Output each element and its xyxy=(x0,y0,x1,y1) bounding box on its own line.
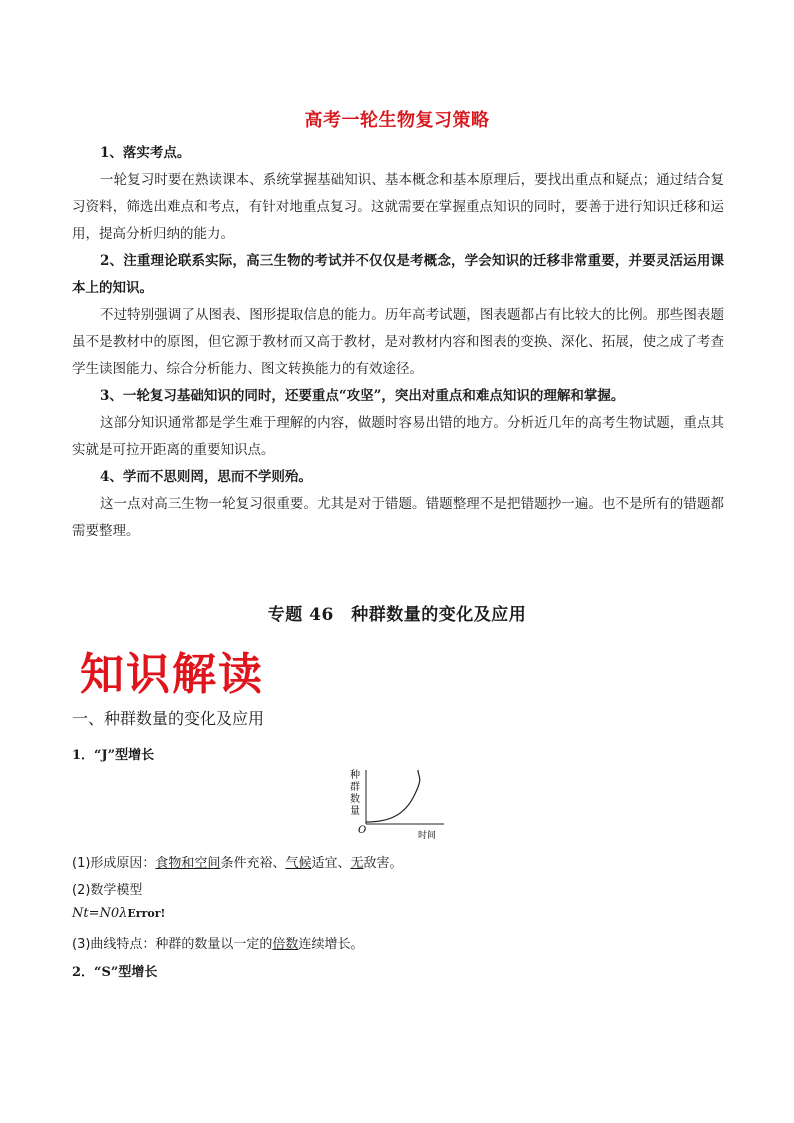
graph-y-label-4: 量 xyxy=(350,806,360,817)
strategy-item-2-heading: 2、注重理论联系实际，高三生物的考试并不仅仅是考概念，学会知识的迁移非常重要，并要灵活运用课本上的知识。 xyxy=(72,253,724,296)
section-heading: 一、种群数量的变化及应用 xyxy=(72,709,265,728)
s-growth-heading: 2．“S”型增长 xyxy=(72,965,158,980)
graph-y-label-3: 数 xyxy=(350,794,360,805)
j-formula: Nt=N0λ xyxy=(72,906,128,921)
strategy-item-2-text: 不过特别强调了从图表、图形提取信息的能力。历年高考试题，图表题都占有比较大的比例。那些图表题虽不是教材中的原图，但它源于教材而又高于教材，是对教材内容和图表的变换、深化、拓展，使之成了考查学生读图能力、综合分析能力、图文转换能力的有效途径。 xyxy=(72,307,724,377)
j-cause-no: 无 xyxy=(350,856,364,871)
j-cause-prefix: (1)形成原因： xyxy=(72,856,156,871)
graph-y-label-1: 种 xyxy=(350,770,360,781)
j-cause-line xyxy=(72,852,403,871)
strategy-item-4-text: 这一点对高三生物一轮复习很重要。尤其是对于错题。错题整理不是把错题抄一遍。也不是所有的错题都需要整理。 xyxy=(72,496,724,539)
j-cause-food-space: 食物和空间 xyxy=(155,856,221,871)
graph-y-label-2: 群 xyxy=(350,782,360,793)
strategy-item-3-text: 这部分知识通常都是学生难于理解的内容，做题时容易出错的地方。分析近几年的高考生物试题，重点其实就是可拉开距离的重要知识点。 xyxy=(72,415,724,458)
j-feature-multiple: 倍数 xyxy=(272,937,299,952)
strategy-item-3-heading: 3、一轮复习基础知识的同时，还要重点“攻坚”，突出对重点和难点知识的理解和掌握。 xyxy=(100,388,625,404)
j-curve-graph xyxy=(348,766,448,842)
strategy-item-1-text: 一轮复习时要在熟读课本、系统掌握基础知识、基本概念和基本原理后，要找出重点和疑点；通过结合复习资料，筛选出难点和考点，有针对地重点复习。这就需要在掌握重点知识的同时，要善于进行知识迁移和运用，提高分析归纳的能力。 xyxy=(72,172,724,242)
j-cause-climate: 气候 xyxy=(285,856,312,871)
graph-x-label: 时间 xyxy=(418,831,437,841)
strategy-title: 高考一轮生物复习策略 xyxy=(304,110,490,131)
strategy-item-1-heading: 1、落实考点。 xyxy=(100,145,191,161)
j-formula-error: Error! xyxy=(127,907,166,920)
j-cause-mid: 条件充裕、 xyxy=(220,856,286,871)
graph-origin-label: O xyxy=(358,825,367,836)
strategy-item-4-heading: 4、学而不思则罔，思而不学则殆。 xyxy=(100,469,312,485)
j-model-line: (2)数学模型 xyxy=(72,883,143,898)
j-growth-heading: 1．“J”型增长 xyxy=(72,748,155,763)
topic-title: 专题 46 种群数量的变化及应用 xyxy=(267,605,527,625)
j-feature-end: 连续增长。 xyxy=(298,937,364,952)
j-feature-line xyxy=(72,933,363,952)
j-cause-mid2: 适宜、 xyxy=(311,856,351,871)
knowledge-banner: 知识解读 xyxy=(80,649,264,700)
j-cause-end: 敌害。 xyxy=(363,856,403,871)
j-formula-line xyxy=(72,906,165,921)
j-curve-line xyxy=(366,770,420,822)
j-feature-prefix: (3)曲线特点：种群的数量以一定的 xyxy=(72,937,273,952)
